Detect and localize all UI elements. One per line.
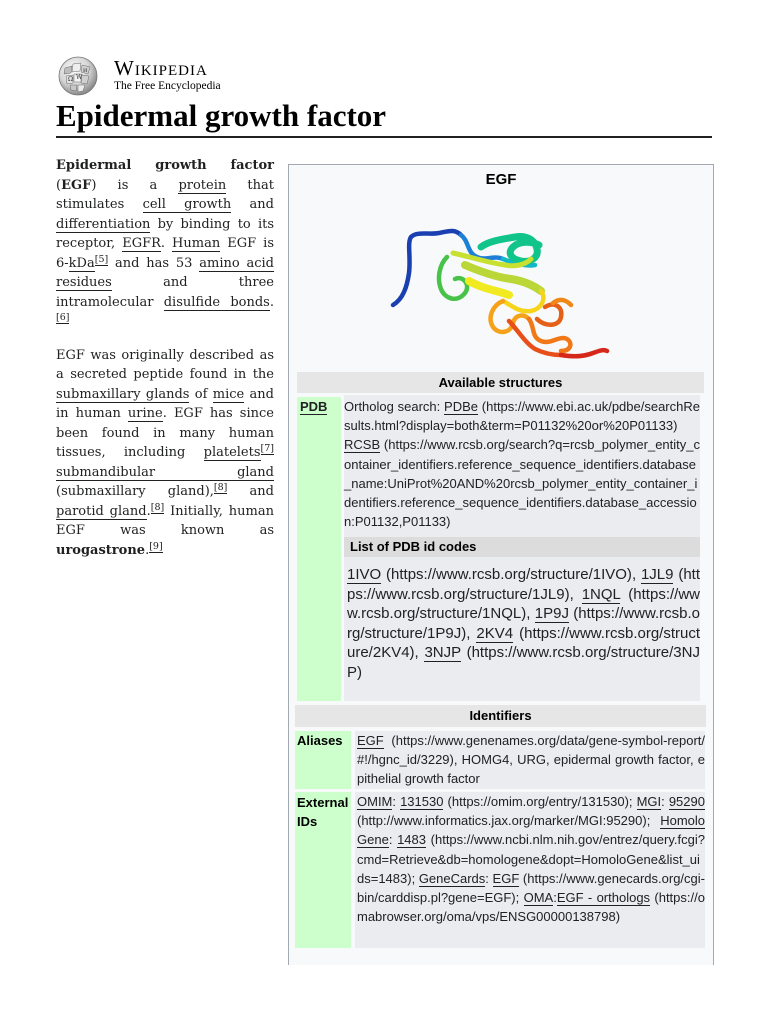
page-title: Epidermal growth factor [56,98,387,133]
wikipedia-wordmark[interactable]: Wikipedia [114,56,208,80]
external-ids-value: OMIM: 131530 (https://omim.org/entry/131530); MGI: 95290 (http://www.informatics.jax.org/marker/MGI:95290); HomoloGene: 1483 (https://www.ncbi.nlm.nih.gov/entrez/query.fcgi?cmd=Retrieve&db=homologene&dopt=HomoloGene&list_uids=1483); GeneCards: EGF (https://www.genecards.org/cgi-bin/carddisp.pl?gene=EGF); OMA:EGF - orthologs (https://omabrowser.org/oma/vps/ENSG00000138798) [355,792,705,948]
infobox-title: EGF [485,171,517,188]
aliases-label: Aliases [297,733,343,748]
link-platelets[interactable]: platelets [203,445,261,460]
pdb-label-cell [297,397,341,701]
aliases-value: EGF (https://www.genenames.org/data/gene-symbol-report/#!/hgnc_id/3229), HOMG4, URG, epidermal growth factor, epithelial growth factor [355,731,705,789]
link-oma[interactable]: OMA [523,890,554,906]
link-mgi-95290[interactable]: 95290 [668,794,705,809]
pdb-label[interactable]: PDB [300,399,328,414]
svg-text:Ω: Ω [68,76,73,83]
link-egfr[interactable]: EGFR [122,236,161,251]
available-structures-header: Available structures [297,372,704,393]
wikipedia-globe-icon[interactable] [56,54,104,98]
link-disulfide-bonds[interactable]: disulfide bonds [163,294,270,310]
link-parotid-gland[interactable]: parotid gland [56,503,147,519]
link-mgi[interactable]: MGI [636,794,662,809]
link-rcsb[interactable]: RCSB [344,437,381,453]
article-body [56,156,274,574]
lead-paragraph: Epidermal growth factor (EGF) is a protein that stimulates cell growth and differentiation by binding to its receptor, EGFR. Human EGF is 6-kDa[5] and has 53 amino acid residues and three intramolecular disulfide bonds.[6] [56,158,275,323]
link-submandibular-gland[interactable]: submandibular gland [56,464,274,480]
pdb-code-1ivo[interactable]: 1IVO (https://www.rcsb.org/structure/1IVO), [347,566,641,583]
link-genecards[interactable]: GeneCards [418,870,486,886]
link-kda[interactable]: kDa [68,255,95,271]
link-amino-acid-residues[interactable]: amino acid residues [56,255,275,290]
link-submaxillary-glands[interactable]: submaxillary glands [56,386,190,402]
ref-5[interactable]: [5] [94,253,109,265]
pdb-code-list [347,565,700,683]
link-omim-131530[interactable]: 131530 [400,794,444,809]
link-homologene-1483[interactable]: 1483 [397,832,426,848]
svg-text:W: W [76,74,83,81]
title-divider [56,136,712,138]
pdb-code-1nql[interactable]: 1NQL (https://www.rcsb.org/structure/1NQL), [347,585,700,623]
link-genecards-egf[interactable]: EGF [492,870,520,886]
wikipedia-tagline: The Free Encyclopedia [114,80,221,92]
protein-structure-image[interactable] [385,195,615,371]
ref-6[interactable]: [6] [56,312,70,323]
external-ids-label: External IDs [297,795,349,829]
pdb-ortholog-search: Ortholog search: PDBe (https://www.ebi.ac.uk/pdbe/searchResults.html?display=both&term=P01132%20or%20P01133) RCSB (https://www.rcsb.org/search?q=rcsb_polymer_entity_container_identifiers.reference_sequence_identifiers.database_name:UniProt%20AND%20rcsb_polymer_entity_container_identifiers.reference_sequence_identifiers.database_accession:P01132,P01133) [344,395,700,701]
pdb-list-header: List of PDB id codes [344,537,700,557]
pdb-code-1p9j[interactable]: 1P9J (https://www.rcsb.org/structure/1P9J), [347,605,700,642]
ref-7[interactable]: [7] [260,443,274,454]
ref-8[interactable]: [8] [213,482,228,493]
link-oma-orthologs[interactable]: EGF - orthologs [556,890,651,906]
ref-9[interactable]: [9] [149,540,163,552]
link-homologene[interactable]: HomoloGene [357,813,705,848]
link-mice[interactable]: mice [212,386,245,402]
link-human[interactable]: Human [172,236,221,251]
link-hgnc-egf[interactable]: EGF [357,733,384,748]
svg-text:И: И [83,68,88,74]
pdb-code-3njp[interactable]: 3NJP (https://www.rcsb.org/structure/3NJP) [347,644,700,681]
pdb-code-1jl9[interactable]: 1JL9 (https://www.rcsb.org/structure/1JL9), [347,566,700,603]
history-paragraph: EGF was originally described as a secreted peptide found in the submaxillary glands of mice and in human urine. EGF has since been found in many human tissues, including platelets[7] submandibular gland (submaxillary gland),[8] and parotid gland.[8] Initially, human EGF was known as urogastrone.[9] [56,347,275,558]
site-header [56,52,716,96]
infobox [288,164,714,965]
link-cell-growth[interactable]: cell growth [142,197,232,212]
pdb-code-2kv4[interactable]: 2KV4 (https://www.rcsb.org/structure/2KV4), [347,624,700,662]
identifiers-header: Identifiers [295,705,706,727]
link-protein[interactable]: protein [178,177,227,193]
link-pdbe[interactable]: PDBe [444,399,478,414]
ref-8b[interactable]: [8] [150,501,165,513]
link-omim[interactable]: OMIM [357,794,393,809]
link-urine[interactable]: urine [127,406,163,421]
link-differentiation[interactable]: differentiation [56,216,151,232]
